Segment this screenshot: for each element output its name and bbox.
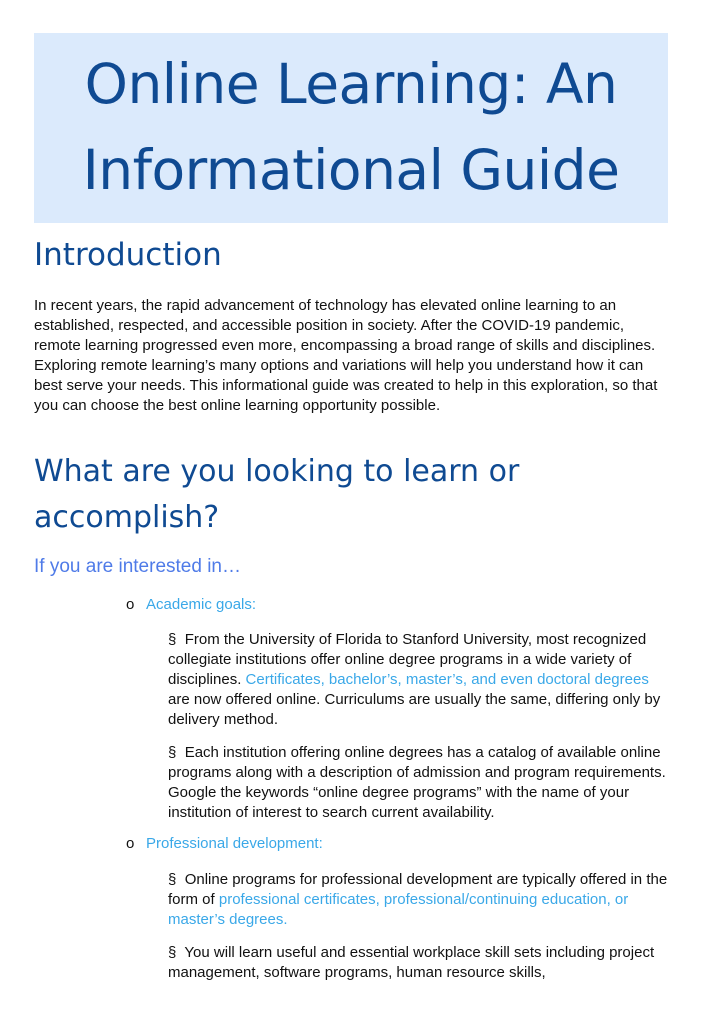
professional-paragraph-1 bbox=[168, 870, 668, 930]
academic-paragraph-1 bbox=[168, 630, 668, 730]
goals-heading: What are you looking to learn or accomplish? bbox=[34, 454, 520, 535]
section-marker: § bbox=[168, 631, 177, 648]
professional-development-label[interactable]: Professional development: bbox=[146, 835, 323, 852]
introduction-heading: Introduction bbox=[34, 237, 222, 273]
page-title-line-2: Informational Guide bbox=[82, 138, 620, 202]
professional-paragraph-2 bbox=[168, 943, 668, 983]
bullet-marker: o bbox=[126, 596, 135, 613]
bullet-academic-goals bbox=[126, 596, 256, 613]
academic-goals-label[interactable]: Academic goals: bbox=[146, 596, 257, 613]
section-marker: § bbox=[168, 871, 177, 888]
academic-p2-text: Each institution offering online degrees has a catalog of available online programs along with a description of admission and program requirements. Google the keywords “online degree programs” with the name of your institution of interest to search current availability. bbox=[168, 744, 666, 821]
title-banner bbox=[34, 33, 668, 223]
bullet-professional-development bbox=[126, 835, 323, 852]
section-marker: § bbox=[168, 944, 177, 961]
bullet-marker: o bbox=[126, 835, 135, 852]
professional-p1-text: Online programs for professional development are typically offered in the form of bbox=[168, 871, 668, 908]
academic-paragraph-2 bbox=[168, 743, 668, 823]
academic-p1-text: From the University of Florida to Stanford University, most recognized collegiate institutions offer online degree programs in a wide variety of disciplines. bbox=[168, 631, 647, 688]
academic-degrees-link[interactable]: Certificates, bachelor’s, master’s, and even doctoral degrees bbox=[245, 671, 649, 688]
introduction-paragraph: In recent years, the rapid advancement of technology has elevated online learning to an established, respected, and accessible position in society. After the COVID-19 pandemic, remote learning progressed even more, encompassing a broad range of skills and disciplines. Exploring remote learning’s many options and variations will help you understand how it can best serve your needs. This informational guide was created to help in this exploration, so that you can choose the best online learning opportunity possible. bbox=[34, 297, 658, 414]
professional-certificates-link[interactable]: professional certificates, professional/continuing education, or master’s degrees. bbox=[168, 891, 629, 928]
interested-subheading: If you are interested in… bbox=[34, 556, 241, 577]
academic-p1-text-end: are now offered online. Curriculums are usually the same, differing only by delivery method. bbox=[168, 691, 661, 728]
professional-p2-text: You will learn useful and essential workplace skill sets including project management, software programs, human resource skills, bbox=[168, 944, 655, 981]
section-marker: § bbox=[168, 744, 177, 761]
page-title-line-1: Online Learning: An bbox=[84, 52, 618, 116]
